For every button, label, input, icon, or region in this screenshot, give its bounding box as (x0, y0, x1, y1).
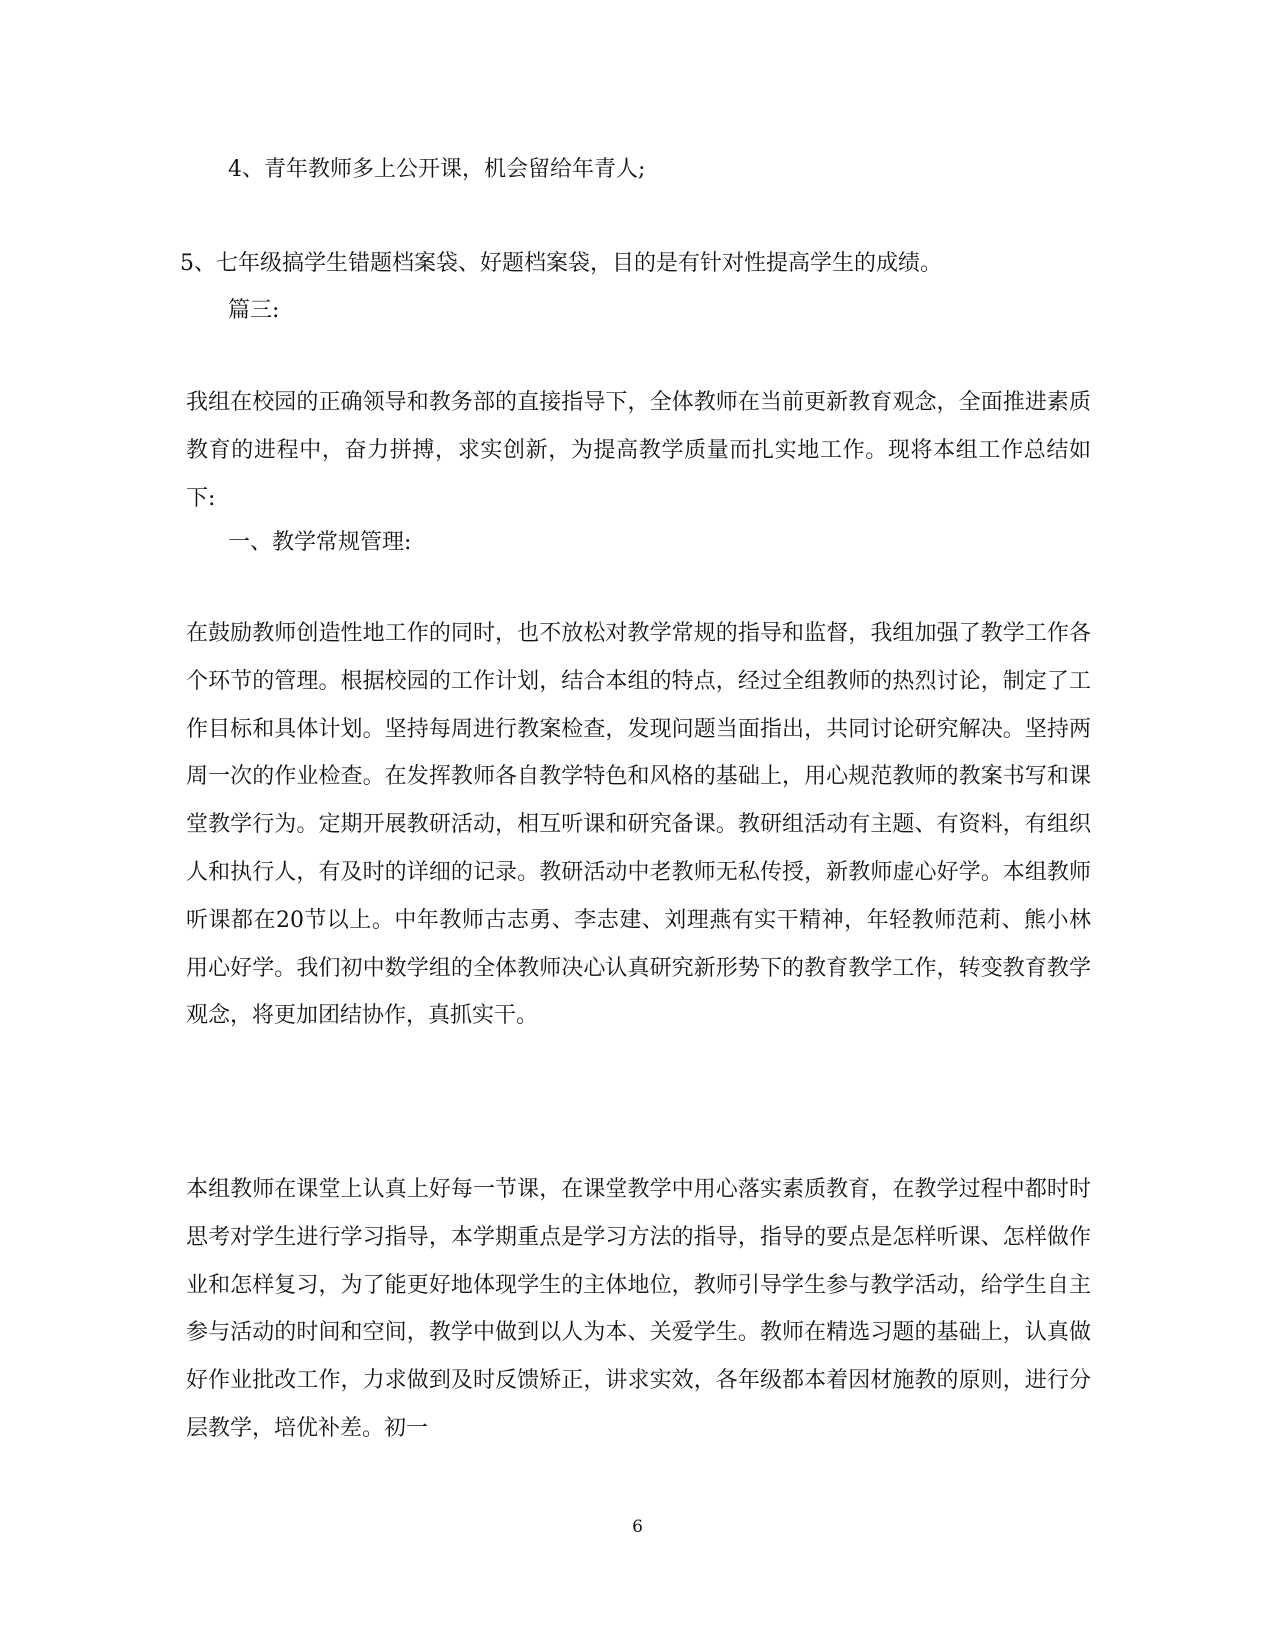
heading-teaching-routine: 一、教学常规管理: (228, 530, 412, 555)
paragraph-classroom-teaching: 本组教师在课堂上认真上好每一节课，在课堂教学中用心落实素质教育，在教学过程中都时时思考对学生进行学习指导，本学期重点是学习方法的指导，指导的要点是怎样听课、怎样做作业和怎样复习，为了能更好地体现学生的主体地位，教师引导学生参与教学活动，给学生自主参与活动的时间和空间，教学中做到以人为本、关爱学生。教师在精选习题的基础上，认真做好作业批改工作，力求做到及时反馈矫正，讲求实效，各年级都本着因材施教的原则，进行分层教学，培优补差。初一 (186, 1177, 1091, 1441)
list-item-5: 5、七年级搞学生错题档案袋、好题档案袋，目的是有针对性提高学生的成绩。 (180, 251, 942, 276)
list-item-4: 4、青年教师多上公开课，机会留给年青人; (228, 157, 646, 182)
page-number: 6 (632, 1517, 643, 1537)
section-title: 篇三: (228, 298, 280, 323)
intro-paragraph: 我组在校园的正确领导和教务部的直接指导下，全体教师在当前更新教育观念，全面推进素质教育的进程中，奋力拼搏，求实创新，为提高教学质量而扎实地工作。现将本组工作总结如下: (186, 390, 1091, 511)
paragraph-routine-management: 在鼓励教师创造性地工作的同时，也不放松对教学常规的指导和监督，我组加强了教学工作各个环节的管理。根据校园的工作计划，结合本组的特点，经过全组教师的热烈讨论，制定了工作目标和具体计划。坚持每周进行教案检查，发现问题当面指出，共同讨论研究解决。坚持两周一次的作业检查。在发挥教师各自教学特色和风格的基础上，用心规范教师的教案书写和课堂教学行为。定期开展教研活动，相互听课和研究备课。教研组活动有主题、有资料，有组织人和执行人，有及时的详细的记录。教研活动中老教师无私传授，新教师虚心好学。本组教师听课都在20节以上。中年教师古志勇、李志建、刘理燕有实干精神，年轻教师范莉、熊小林用心好学。我们初中数学组的全体教师决心认真研究新形势下的教育教学工作，转变教育教学观念，将更加团结协作，真抓实干。 (186, 621, 1091, 1029)
